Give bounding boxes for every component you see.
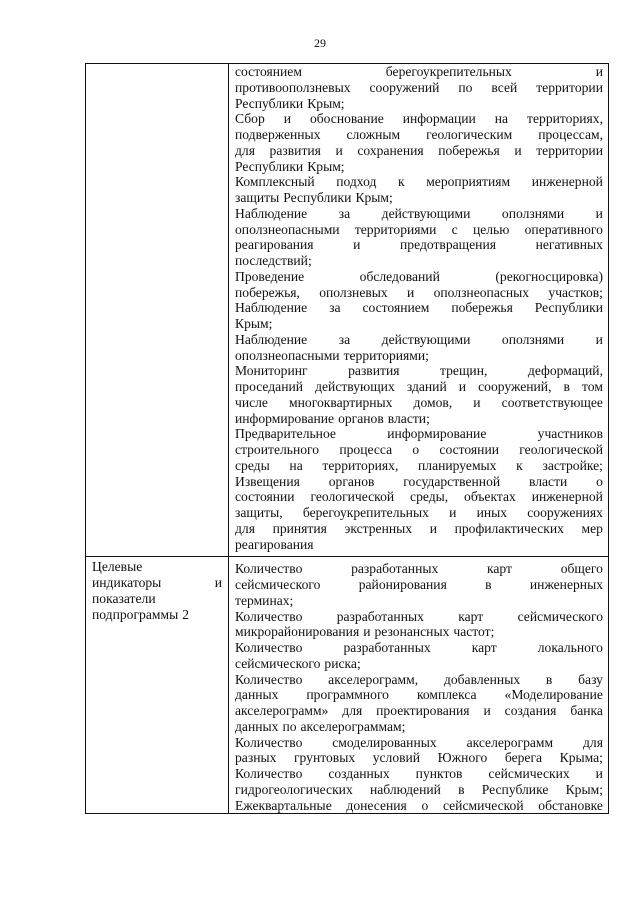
- text-line: строительного процесса о состоянии геологической: [235, 442, 603, 457]
- text-line: сейсмического риска;: [235, 655, 361, 671]
- text-line: Наблюдение за действующими оползнями и: [235, 205, 603, 221]
- text-line: Наблюдение за состоянием побережья Республики: [235, 300, 603, 316]
- text-line: оползнеопасными территориями;: [235, 347, 429, 363]
- text-line: реагирования и предотвращения негативных: [235, 237, 603, 253]
- program-table: [85, 63, 609, 814]
- text-line: защиты, берегоукрепительных и иных сооружениях: [235, 505, 603, 520]
- row2-right-cell: [229, 557, 609, 814]
- text-line: Количество смоделированных акселерограмм для: [235, 734, 603, 750]
- text-line: Количество созданных пунктов сейсмических и: [235, 766, 603, 781]
- table-row: [86, 557, 609, 814]
- text-line: оползнеопасными территориями с целью оперативного: [235, 221, 603, 237]
- text-line: терминах;: [235, 592, 294, 608]
- text-line: данных по акселерограммам;: [235, 718, 406, 734]
- text-line: показатели: [92, 590, 156, 606]
- text-line: сейсмического районирования в инженерных: [235, 577, 603, 592]
- text-line: разных грунтовых условий Южного берега Крыма;: [235, 750, 603, 766]
- text-line: Целевые: [92, 559, 143, 575]
- row1-right-cell: [229, 64, 609, 557]
- text-line: проседаний действующих зданий и сооружений, в том: [235, 379, 603, 394]
- text-line: микрорайонирования и резонансных частот;: [235, 624, 495, 640]
- text-line: Республики Крым;: [235, 95, 345, 111]
- text-line: Сбор и обоснование информации на территориях,: [235, 111, 603, 127]
- text-line: подпрограммы 2: [92, 606, 190, 622]
- text-line: числе многоквартирных домов, и соответствующее: [235, 394, 603, 410]
- page-number: 29: [314, 36, 326, 50]
- text-line: побережья, оползневых и оползнеопасных участков;: [235, 284, 603, 300]
- text-line: Извещения органов государственной власти о: [235, 473, 603, 489]
- table-row: [86, 64, 609, 557]
- text-line: подверженных сложным геологическим процессам,: [235, 127, 603, 142]
- text-line: последствий;: [235, 253, 312, 268]
- text-line: защиты Республики Крым;: [235, 190, 393, 205]
- text-line: Проведение обследований (рекогносцировка): [235, 268, 603, 284]
- text-line: Количество разработанных карт сейсмического: [235, 608, 603, 624]
- text-line: гидрогеологических наблюдений в Республике Крым;: [235, 781, 603, 797]
- text-line: состоянием берегоукрепительных и: [235, 64, 603, 79]
- text-line: для развития и сохранения побережья и территории: [235, 142, 603, 158]
- text-line: Наблюдение за действующими оползнями и: [235, 331, 603, 347]
- text-line: Количество разработанных карт общего: [235, 561, 603, 577]
- text-line: реагирования: [235, 536, 314, 552]
- text-line: среды на территориях, планируемых к застройке;: [235, 457, 603, 473]
- text-line: состоянии геологической среды, объектах инженерной: [235, 489, 603, 505]
- text-line: Республики Крым;: [235, 158, 345, 174]
- text-line: Ежеквартальные донесения о сейсмической обстановке: [235, 797, 603, 813]
- row1-text-block: [229, 64, 608, 552]
- text-line: противооползневых сооружений по всей территории: [235, 79, 603, 95]
- text-line: Количество акселерограмм, добавленных в базу: [235, 671, 603, 687]
- text-line: Предварительное информирование участников: [235, 426, 603, 442]
- row2-text-block: [229, 561, 608, 813]
- text-line: Мониторинг развития трещин, деформаций,: [235, 363, 603, 379]
- text-line: для принятия экстренных и профилактических мер: [235, 520, 603, 536]
- text-line: Комплексный подход к мероприятиям инженерной: [235, 174, 603, 190]
- text-line: информирование органов власти;: [235, 410, 430, 426]
- row1-left-cell: [86, 64, 229, 557]
- text-line: акселерограмм» для проектирования и создания банка: [235, 703, 603, 718]
- text-line: Количество разработанных карт локального: [235, 640, 603, 655]
- row2-left-cell: [86, 557, 229, 814]
- text-line: данных программного комплекса «Моделирование: [235, 687, 603, 703]
- indicators-label: [86, 557, 228, 622]
- text-line: индикаторы и: [92, 575, 222, 590]
- text-line: Крым;: [235, 316, 273, 331]
